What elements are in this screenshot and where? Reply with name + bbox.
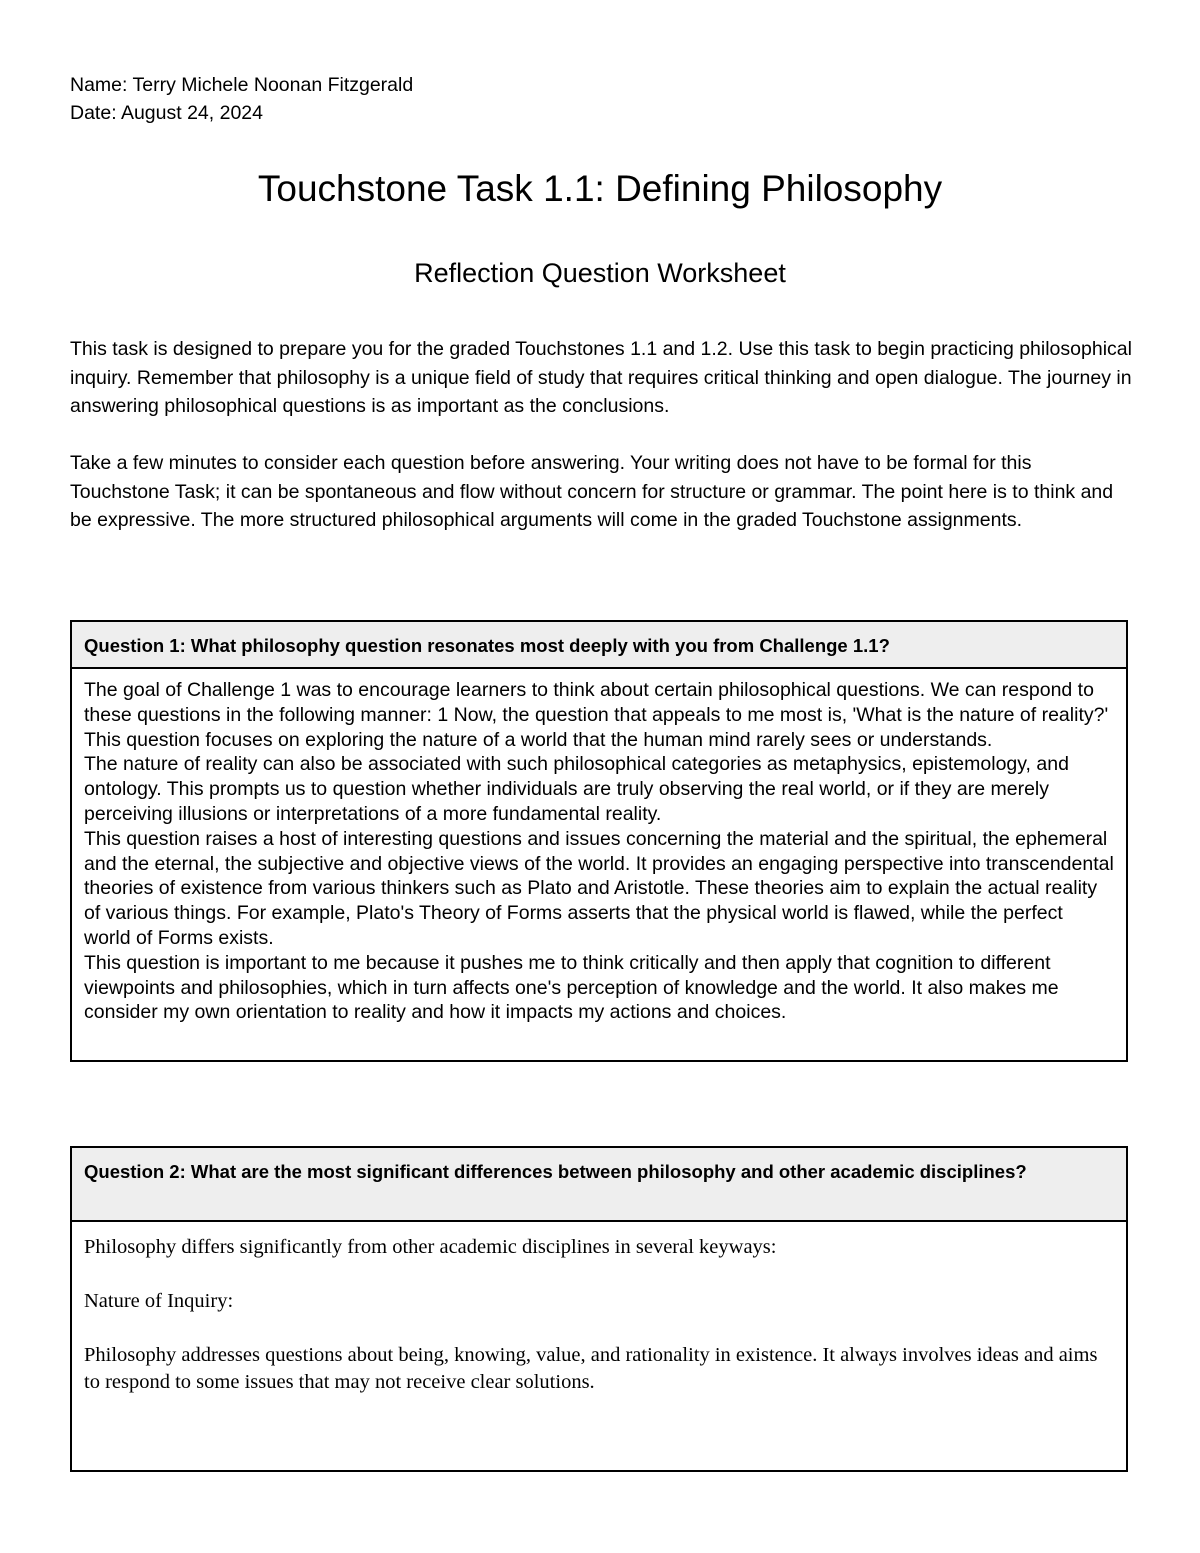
answer-paragraph: The nature of reality can also be associated with such philosophical categories as metaphysics, epistemology, and ontology. This prompts us to question whether individuals are truly observing the real world, or if they are merely perceiving illusions or interpretations of a more fundamental reality. bbox=[84, 753, 1069, 825]
answer-paragraph: Philosophy differs significantly from other academic disciplines in several keyways: bbox=[84, 1236, 777, 1258]
answer-paragraph: The goal of Challenge 1 was to encourage learners to think about certain philosophical questions. We can respond to these questions in the following manner: 1 Now, the question that appeals to me most is, 'What is the nature of reality?' This question focuses on exploring the nature of a world that the human mind rarely sees or understands. bbox=[84, 679, 1109, 751]
answer-paragraph: Philosophy addresses questions about being, knowing, value, and rationality in existence. It always involves ideas and aims to respond to some issues that may not receive clear solutions. bbox=[84, 1344, 1098, 1393]
instructions-paragraph: Take a few minutes to consider each question before answering. Your writing does not have to be formal for this Touchstone Task; it can be spontaneous and flow without concern for structure or grammar. The point here is to think and be expressive. The more structured philosophical arguments will come in the graded Touchstone assignments. bbox=[70, 452, 1114, 532]
student-name: Name: Terry Michele Noonan Fitzgerald bbox=[70, 74, 414, 96]
intro-paragraph: This task is designed to prepare you for the graded Touchstones 1.1 and 1.2. Use this task to begin practicing philosophical inquiry. Remember that philosophy is a unique field of study that requires critical thinking and open dialogue. The journey in answering philosophical questions is as important as the conclusions. bbox=[70, 338, 1132, 418]
question-1-table bbox=[70, 620, 1128, 1062]
submission-date: Date: August 24, 2024 bbox=[70, 102, 263, 124]
question-1-answer[interactable] bbox=[72, 669, 1126, 1025]
question-2-heading: Question 2: What are the most significant differences between philosophy and other academic disciplines? bbox=[72, 1148, 1126, 1222]
student-info bbox=[70, 71, 413, 127]
question-2-table bbox=[70, 1146, 1128, 1472]
page-subtitle: Reflection Question Worksheet bbox=[414, 258, 786, 288]
page-title: Touchstone Task 1.1: Defining Philosophy bbox=[257, 168, 943, 209]
question-2-answer[interactable] bbox=[72, 1222, 1126, 1396]
answer-paragraph: This question is important to me because it pushes me to think critically and then apply that cognition to different viewpoints and philosophies, which in turn affects one's perception of knowledge and the world. It also makes me consider my own orientation to reality and how it impacts my actions and choices. bbox=[84, 951, 1059, 1024]
answer-paragraph: Nature of Inquiry: bbox=[84, 1290, 234, 1312]
answer-paragraph: This question raises a host of interesting questions and issues concerning the material and the spiritual, the ephemeral and the eternal, the subjective and objective views of the world. It provides an engaging perspective into transcendental theories of existence from various thinkers such as Plato and Aristotle. These theories aim to explain the actual reality of various things. For example, Plato's Theory of Forms asserts that the physical world is flawed, while the perfect world of Forms exists. bbox=[84, 827, 1114, 949]
question-1-heading: Question 1: What philosophy question resonates most deeply with you from Challenge 1.1? bbox=[72, 622, 1126, 669]
